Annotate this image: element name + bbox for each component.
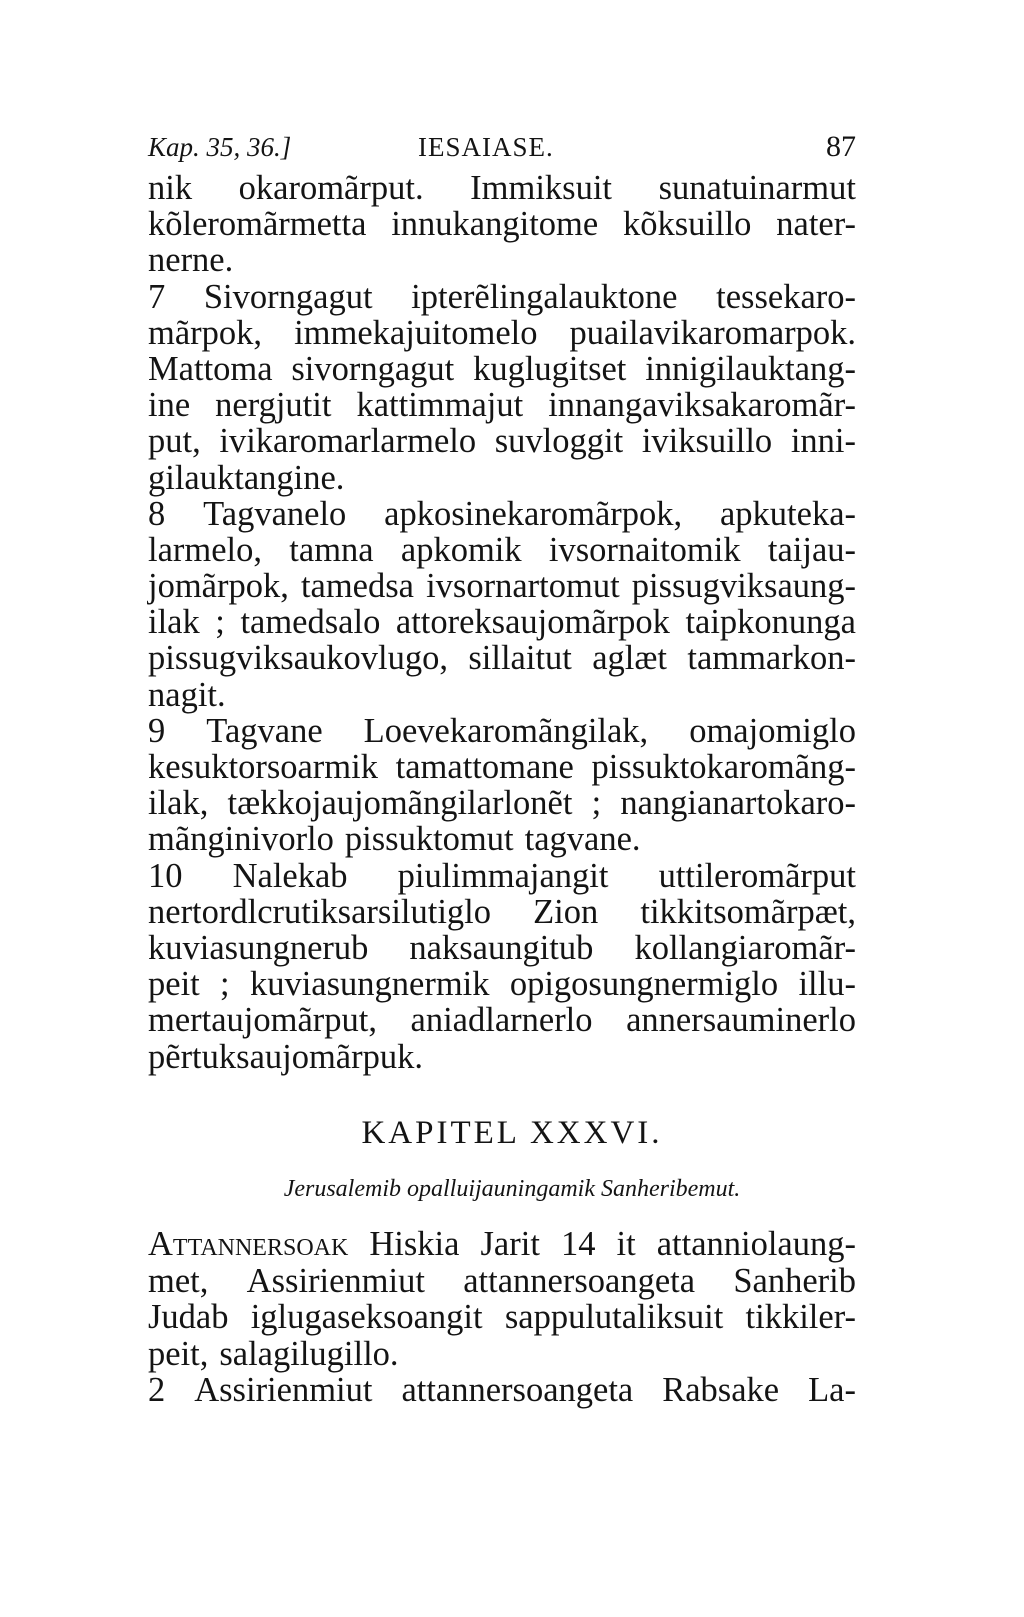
word: suvloggit <box>494 422 624 461</box>
text-line <box>148 749 856 785</box>
word: pissugviksaung- <box>631 567 856 606</box>
word: nik <box>148 169 193 207</box>
word: apkomik <box>400 530 522 569</box>
word: tammarkon- <box>687 639 856 678</box>
word: apkuteka- <box>719 494 856 533</box>
word: ivsornartomut <box>426 567 620 606</box>
word: tækkojaujomãngilarlonẽt <box>227 784 573 823</box>
text-line <box>148 387 856 423</box>
text-line <box>148 315 856 351</box>
word: met, <box>148 1261 209 1300</box>
word: pissugviksaukovlugo, <box>148 639 448 678</box>
word: uttileromãrput <box>658 856 856 895</box>
word: taijau- <box>767 530 856 569</box>
word: tamattomane <box>395 748 574 786</box>
text-line <box>148 423 856 459</box>
text-line <box>148 677 856 713</box>
text-line <box>148 1002 856 1038</box>
word: kattimmajut <box>356 386 524 425</box>
text2-line <box>148 1372 856 1409</box>
word: ilak <box>148 603 200 642</box>
word: ; <box>215 603 225 642</box>
text-line <box>148 966 856 1002</box>
word: pissuktomut <box>344 820 514 859</box>
word: tessekaro- <box>716 277 856 316</box>
word: kuviasungnermik <box>249 965 490 1004</box>
text2-line <box>148 1336 856 1373</box>
text-line <box>148 460 856 496</box>
word: Tagvane <box>206 711 323 750</box>
word: ilak, <box>148 784 209 823</box>
word: aniadlarnerlo <box>410 1001 593 1040</box>
word: Jarit <box>480 1225 540 1263</box>
text-block-2 <box>148 1226 856 1409</box>
word: ipterẽlingalauktone <box>411 277 678 316</box>
word: kõksuillo <box>623 205 752 244</box>
word: Judab <box>148 1298 229 1336</box>
word: sivorngagut <box>291 349 455 388</box>
word: tamedsa <box>300 567 414 606</box>
word: gilauktangine. <box>148 458 345 497</box>
word: sunatuinarmut <box>658 169 856 207</box>
word: Nalekab <box>232 856 348 895</box>
word: kesuktorsoarmik <box>148 748 378 786</box>
word: 9 <box>148 711 166 750</box>
text-line <box>148 568 856 604</box>
word: immekajuitomelo <box>294 313 538 352</box>
word: salagilugillo. <box>219 1334 399 1373</box>
word: taipkonunga <box>685 603 856 642</box>
text-line <box>148 279 856 315</box>
word: put, <box>148 422 201 461</box>
word: innangaviksakaromãr- <box>548 386 856 425</box>
word: Assirienmiut <box>194 1371 373 1409</box>
word: pissuktokaromãng- <box>591 748 856 786</box>
text-line <box>148 785 856 821</box>
text-line <box>148 496 856 532</box>
chapter-title: KAPITEL XXXVI. <box>361 1115 663 1151</box>
word: inni- <box>790 422 856 461</box>
text-line <box>148 713 856 749</box>
word: iglugaseksoangit <box>250 1298 483 1336</box>
text-line <box>148 858 856 894</box>
text-line <box>148 894 856 930</box>
word: tamna <box>289 530 374 569</box>
word: ; <box>220 965 230 1004</box>
word: opigosungnermiglo <box>509 965 779 1004</box>
word: kuviasungnerub <box>148 928 369 967</box>
word: Loevekaromãngilak, <box>363 711 649 750</box>
word: 14 <box>560 1225 596 1263</box>
word: nater- <box>776 205 856 244</box>
text-line <box>148 604 856 640</box>
word: ivsornaitomik <box>548 530 741 569</box>
word: Sanherib <box>733 1261 856 1300</box>
word: tagvane. <box>524 820 641 859</box>
word: mertaujomãrput, <box>148 1001 377 1040</box>
word: Zion <box>533 892 599 931</box>
word: tikkiler- <box>745 1298 856 1336</box>
word: Sivorngagut <box>203 277 373 316</box>
word: attannersoangeta <box>401 1371 634 1409</box>
word: nertordlcrutiksarsilutiglo <box>148 892 492 931</box>
word: omajomiglo <box>689 711 856 750</box>
text-block <box>148 170 856 1075</box>
word: ivikaromarlarmelo <box>219 422 477 461</box>
word: tikkitsomãrpæt, <box>640 892 856 931</box>
text-line <box>148 821 856 857</box>
word: it <box>616 1225 636 1263</box>
word: larmelo, <box>148 530 262 569</box>
page-number: 87 <box>826 130 856 163</box>
text-line <box>148 930 856 966</box>
word: Tagvanelo <box>203 494 347 533</box>
word: kõleromãrmetta <box>148 205 367 244</box>
word: mãrpok, <box>148 313 263 352</box>
chapter-reference: Kap. 35, 36.] <box>148 132 292 162</box>
word: Mattoma <box>148 349 273 388</box>
word: naksaungitub <box>409 928 594 967</box>
word: kuglugitset <box>473 349 627 388</box>
word: illu- <box>798 965 856 1004</box>
word: okaromãrput. <box>238 169 424 207</box>
word: annersauminerlo <box>626 1001 856 1040</box>
word: pẽrtuksaujomãrpuk. <box>148 1037 423 1076</box>
word: 2 <box>148 1371 166 1409</box>
word: sillaitut <box>468 639 572 678</box>
word: apkosinekaromãrpok, <box>384 494 683 533</box>
word: ine <box>148 386 191 425</box>
word: piulimmajangit <box>397 856 609 895</box>
word: 10 <box>148 856 183 895</box>
word: jomãrpok, <box>148 567 289 606</box>
word: innigilauktang- <box>645 349 856 388</box>
text-line <box>148 640 856 676</box>
word: Attannersoak <box>148 1225 349 1263</box>
word: attanniolaung- <box>656 1225 856 1263</box>
text2-line <box>148 1263 856 1300</box>
word: Immiksuit <box>470 169 612 207</box>
text-line <box>148 351 856 387</box>
book-title: IESAIASE. <box>418 132 554 162</box>
word: tamedsalo <box>240 603 381 642</box>
word: peit, <box>148 1334 209 1373</box>
word: attannersoangeta <box>463 1261 696 1300</box>
word: nergjutit <box>215 386 332 425</box>
word: La- <box>808 1371 856 1409</box>
word: kollangiaromãr- <box>634 928 856 967</box>
word: Hiskia <box>369 1225 460 1263</box>
text-line <box>148 206 856 242</box>
word: nangianartokaro- <box>620 784 856 823</box>
word: attoreksaujomãrpok <box>395 603 670 642</box>
word: 7 <box>148 277 166 316</box>
word: nagit. <box>148 675 226 714</box>
word: puailavikaromarpok. <box>569 313 856 352</box>
text-line <box>148 1039 856 1075</box>
text-line <box>148 170 856 206</box>
word: aglæt <box>592 639 667 678</box>
word: iviksuillo <box>641 422 773 461</box>
running-header <box>148 127 856 167</box>
word: ; <box>591 784 602 823</box>
word: peit <box>148 965 200 1004</box>
text2-line <box>148 1226 856 1263</box>
word: 8 <box>148 494 166 533</box>
word: mãnginivorlo <box>148 820 334 859</box>
word: sappulutaliksuit <box>504 1298 724 1336</box>
text2-line <box>148 1299 856 1336</box>
text-line <box>148 242 856 278</box>
word: innukangitome <box>391 205 599 244</box>
word: nerne. <box>148 241 234 280</box>
word: Rabsake <box>662 1371 780 1409</box>
chapter-subtitle: Jerusalemib opalluijauningamik Sanheribemut. <box>283 1176 741 1202</box>
text-line <box>148 532 856 568</box>
word: Assirienmiut <box>246 1261 425 1300</box>
